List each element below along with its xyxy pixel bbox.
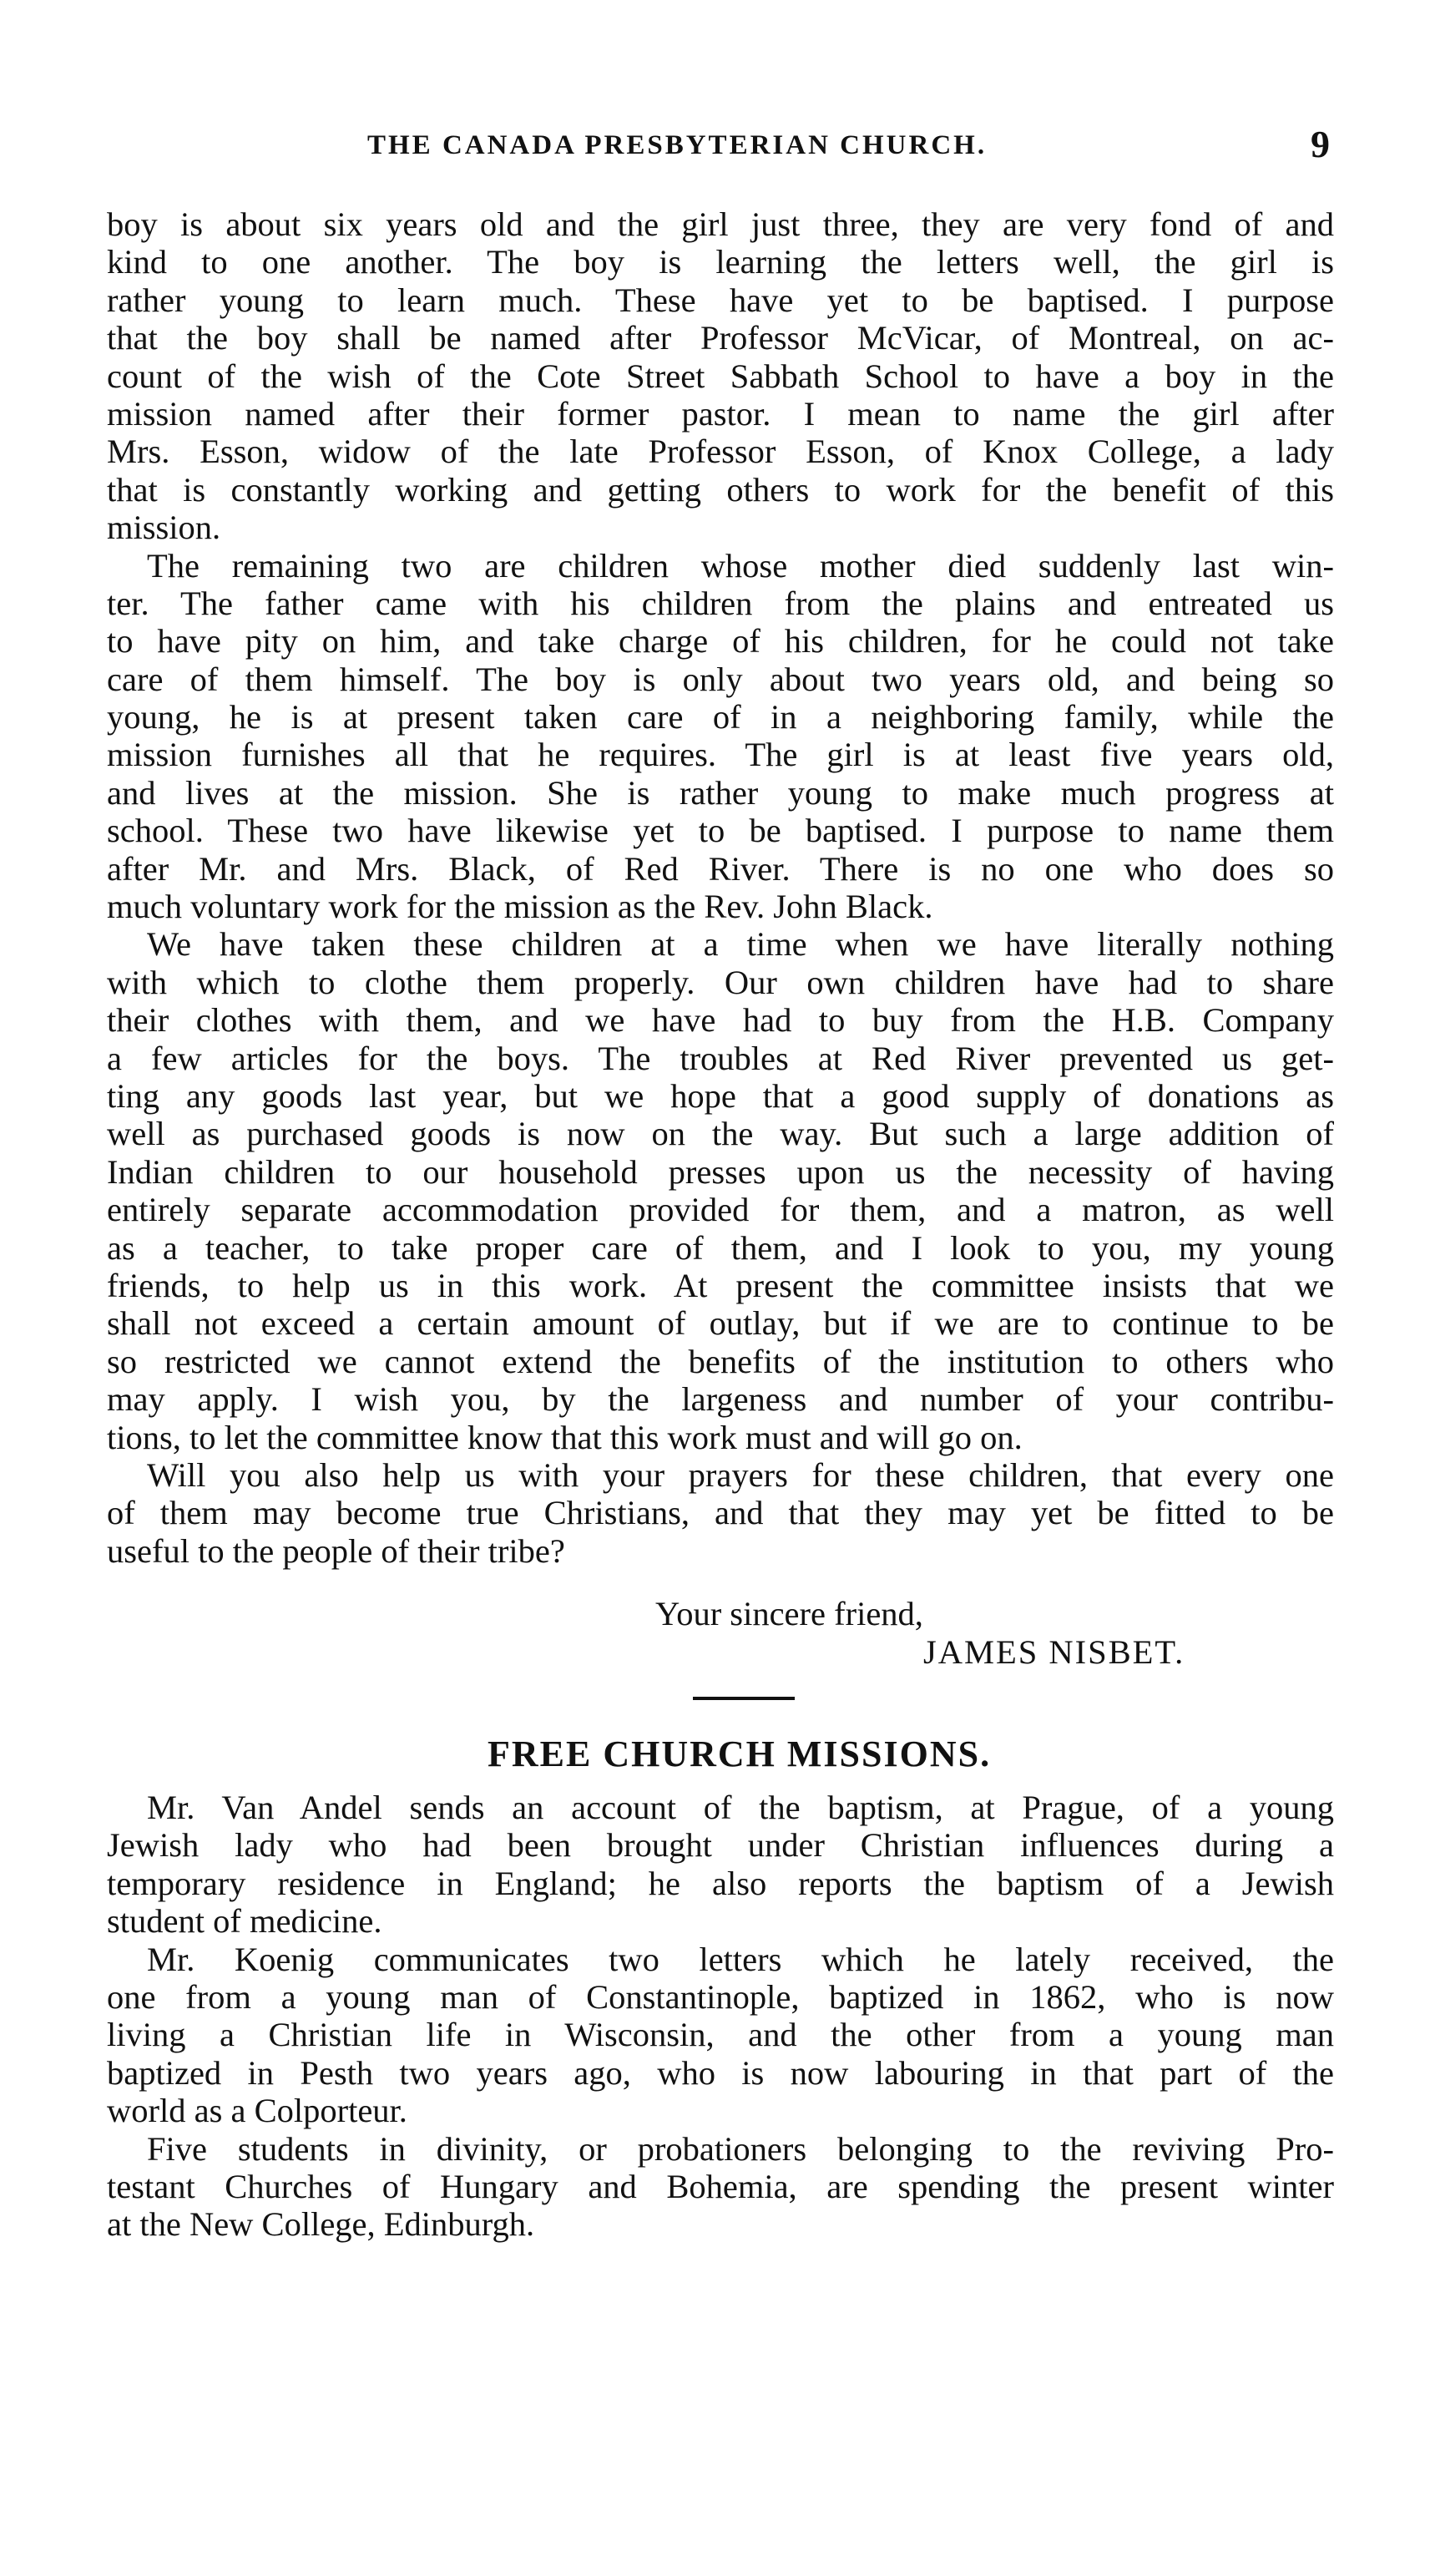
- text-line: after Mr. and Mrs. Black, of Red River. There is no one who does so: [107, 849, 1334, 888]
- text-line: rather young to learn much. These have yet to be baptised. I purpose: [107, 281, 1334, 319]
- text-line: mission furnishes all that he requires. The girl is at least five years old,: [107, 736, 1334, 774]
- text-line: with which to clothe them properly. Our own children have had to share: [107, 963, 1334, 1001]
- paragraph-start-line: Will you also help us with your prayers for these children, that every one: [147, 1455, 1334, 1494]
- text-line: useful to the people of their tribe?: [107, 1531, 565, 1570]
- text-line: living a Christian life in Wisconsin, and the other from a young man: [107, 2016, 1334, 2054]
- text-line: Indian children to our household presses upon us the necessity of having: [107, 1152, 1334, 1191]
- text-line: entirely separate accommodation provided for them, and a matron, as well: [107, 1191, 1334, 1229]
- text-line: and lives at the mission. She is rather young to make much progress at: [107, 773, 1334, 812]
- text-line: to have pity on him, and take charge of his children, for he could not take: [107, 622, 1334, 660]
- letter-closing: Your sincere friend,: [655, 1595, 923, 1632]
- text-line: baptized in Pesth two years ago, who is now labouring in that part of the: [107, 2053, 1334, 2092]
- text-line: at the New College, Edinburgh.: [107, 2205, 535, 2244]
- text-line: ter. The father came with his children from the plains and entreated us: [107, 584, 1334, 622]
- text-line: mission named after their former pastor. I mean to name the girl after: [107, 394, 1334, 433]
- text-line: Mrs. Esson, widow of the late Professor Esson, of Knox College, a lady: [107, 433, 1334, 471]
- text-line: that the boy shall be named after Professor McVicar, of Montreal, on ac-: [107, 319, 1334, 357]
- text-line: much voluntary work for the mission as the Rev. John Black.: [107, 888, 933, 926]
- text-line: boy is about six years old and the girl just three, they are very fond of and: [107, 205, 1334, 243]
- text-line: friends, to help us in this work. At present the committee insists that we: [107, 1266, 1334, 1304]
- paragraph-start-line: We have taken these children at a time when we have literally nothing: [147, 925, 1334, 964]
- section-heading: FREE CHURCH MISSIONS.: [488, 1733, 992, 1774]
- text-line: kind to one another. The boy is learning the letters well, the girl is: [107, 243, 1334, 281]
- text-line: of them may become true Christians, and that they may yet be fitted to be: [107, 1494, 1334, 1532]
- text-line: that is constantly working and getting others to work for the benefit of this: [107, 470, 1334, 509]
- text-line: Jewish lady who had been brought under Christian influences during a: [107, 1826, 1334, 1865]
- text-line: may apply. I wish you, by the largeness and number of your contribu-: [107, 1380, 1334, 1419]
- running-head: THE CANADA PRESBYTERIAN CHURCH.: [367, 130, 988, 160]
- section-body: [107, 1789, 1334, 2244]
- text-line: one from a young man of Constantinople, baptized in 1862, who is now: [107, 1977, 1334, 2016]
- letter-body: [107, 205, 1334, 1570]
- paragraph-start-line: Mr. Van Andel sends an account of the baptism, at Prague, of a young: [147, 1789, 1334, 1826]
- page-number: 9: [1311, 123, 1330, 165]
- text-line: world as a Colporteur.: [107, 2092, 407, 2130]
- text-line: testant Churches of Hungary and Bohemia, are spending the present winter: [107, 2167, 1334, 2205]
- text-line: mission.: [107, 509, 221, 547]
- text-line: young, he is at present taken care of in a neighboring family, while the: [107, 698, 1334, 736]
- text-line: well as purchased goods is now on the way. But such a large addition of: [107, 1115, 1334, 1153]
- text-line: student of medicine.: [107, 1902, 382, 1941]
- text-line: temporary residence in England; he also reports the baptism of a Jewish: [107, 1864, 1334, 1902]
- text-line: ting any goods last year, but we hope that a good supply of donations as: [107, 1076, 1334, 1115]
- text-line: as a teacher, to take proper care of them, and I look to you, my young: [107, 1228, 1334, 1267]
- text-line: their clothes with them, and we have had to buy from the H.B. Company: [107, 1001, 1334, 1040]
- text-line: shall not exceed a certain amount of outlay, but if we are to continue to be: [107, 1304, 1334, 1343]
- text-line: count of the wish of the Cote Street Sabbath School to have a boy in the: [107, 357, 1334, 395]
- text-line: tions, to let the committee know that this work must and will go on.: [107, 1418, 1023, 1456]
- paragraph-start-line: Mr. Koenig communicates two letters which he lately received, the: [147, 1940, 1334, 1978]
- text-line: a few articles for the boys. The troubles at Red River prevented us get-: [107, 1039, 1334, 1077]
- paragraph-start-line: The remaining two are children whose mother died suddenly last win-: [147, 546, 1334, 585]
- text-line: school. These two have likewise yet to be baptised. I purpose to name them: [107, 812, 1334, 850]
- text-line: care of them himself. The boy is only about two years old, and being so: [107, 660, 1334, 698]
- text-line: so restricted we cannot extend the benefits of the institution to others who: [107, 1342, 1334, 1380]
- letter-signature: JAMES NISBET.: [923, 1633, 1185, 1671]
- paragraph-start-line: Five students in divinity, or probationers belonging to the reviving Pro-: [147, 2129, 1334, 2168]
- section-divider: [693, 1697, 795, 1700]
